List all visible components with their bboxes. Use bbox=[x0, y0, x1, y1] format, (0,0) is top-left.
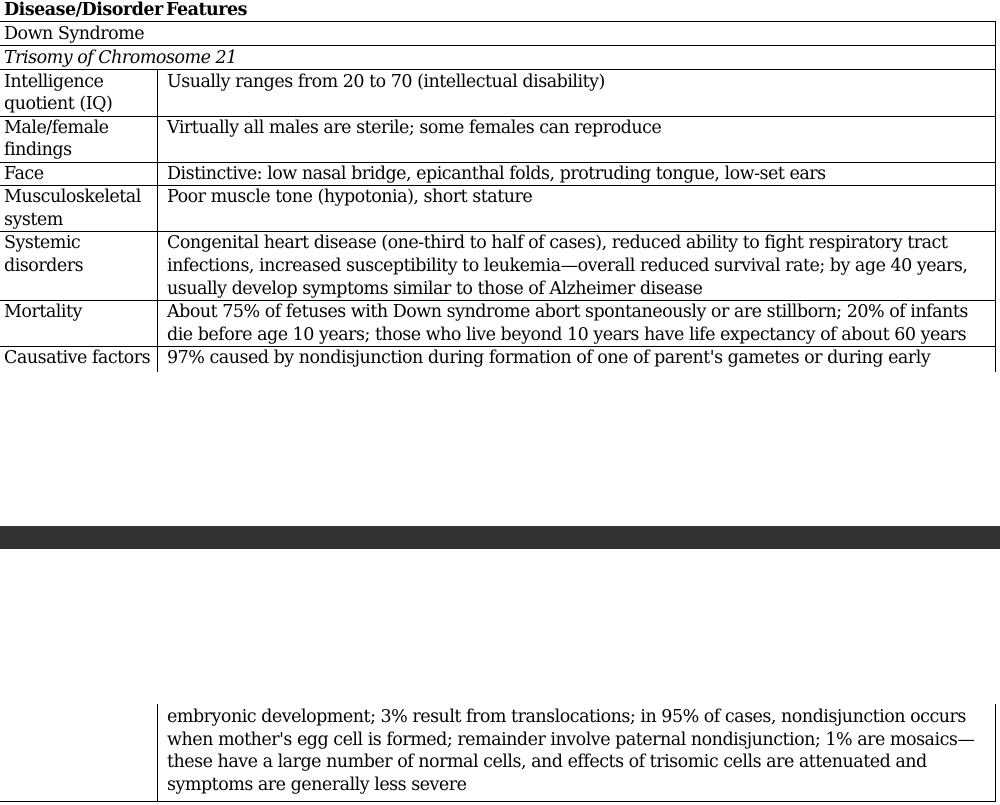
row-feature: Virtually all males are sterile; some females can reproduce bbox=[167, 118, 662, 138]
row-feature: Usually ranges from 20 to 70 (intellectual disability) bbox=[167, 72, 605, 92]
rule bbox=[995, 704, 996, 802]
disease-title: Down Syndrome bbox=[4, 24, 145, 44]
row-label: Musculoskeletal bbox=[4, 187, 141, 207]
continuation-text: symptoms are generally less severe bbox=[167, 775, 467, 795]
row-label: Intelligence bbox=[4, 72, 104, 92]
row-label: quotient (IQ) bbox=[4, 94, 113, 114]
row-feature: 97% caused by nondisjunction during formation of one of parent's gametes or during early bbox=[167, 348, 931, 368]
row-label: disorders bbox=[4, 256, 84, 276]
row-label: Causative factors bbox=[4, 348, 151, 368]
row-label: Mortality bbox=[4, 302, 82, 322]
header-features: Features bbox=[166, 0, 247, 20]
rule bbox=[0, 801, 996, 802]
row-label: system bbox=[4, 210, 63, 230]
rule bbox=[157, 704, 158, 802]
row-feature: usually develop symptoms similar to those of Alzheimer disease bbox=[167, 279, 703, 299]
rule bbox=[995, 21, 996, 372]
row-feature: Congenital heart disease (one-third to half of cases), reduced ability to fight respiratory tract bbox=[167, 233, 948, 253]
header-disease: Disease/Disorder bbox=[4, 0, 163, 20]
row-label: Face bbox=[4, 164, 44, 184]
row-feature: Distinctive: low nasal bridge, epicanthal folds, protruding tongue, low-set ears bbox=[167, 164, 826, 184]
row-feature: About 75% of fetuses with Down syndrome abort spontaneously or are stillborn; 20% of infants bbox=[167, 302, 968, 322]
row-label: Male/female bbox=[4, 118, 109, 138]
row-feature: die before age 10 years; those who live beyond 10 years have life expectancy of about 60 years bbox=[167, 325, 967, 345]
continuation-text: embryonic development; 3% result from translocations; in 95% of cases, nondisjunction occurs bbox=[167, 707, 966, 727]
row-feature: infections, increased susceptibility to leukemia—overall reduced survival rate; by age 40 years, bbox=[167, 256, 968, 276]
page-break-bar bbox=[0, 526, 1000, 549]
row-label: Systemic bbox=[4, 233, 81, 253]
continuation-text: when mother's egg cell is formed; remainder involve paternal nondisjunction; 1% are mosaics— bbox=[167, 730, 975, 750]
row-label: findings bbox=[4, 140, 72, 160]
row-feature: Poor muscle tone (hypotonia), short stature bbox=[167, 187, 533, 207]
rule bbox=[157, 69, 158, 372]
disease-subtitle: Trisomy of Chromosome 21 bbox=[4, 48, 237, 68]
rule bbox=[0, 45, 996, 46]
continuation-text: these have a large number of normal cells, and effects of trisomic cells are attenuated and bbox=[167, 752, 927, 772]
